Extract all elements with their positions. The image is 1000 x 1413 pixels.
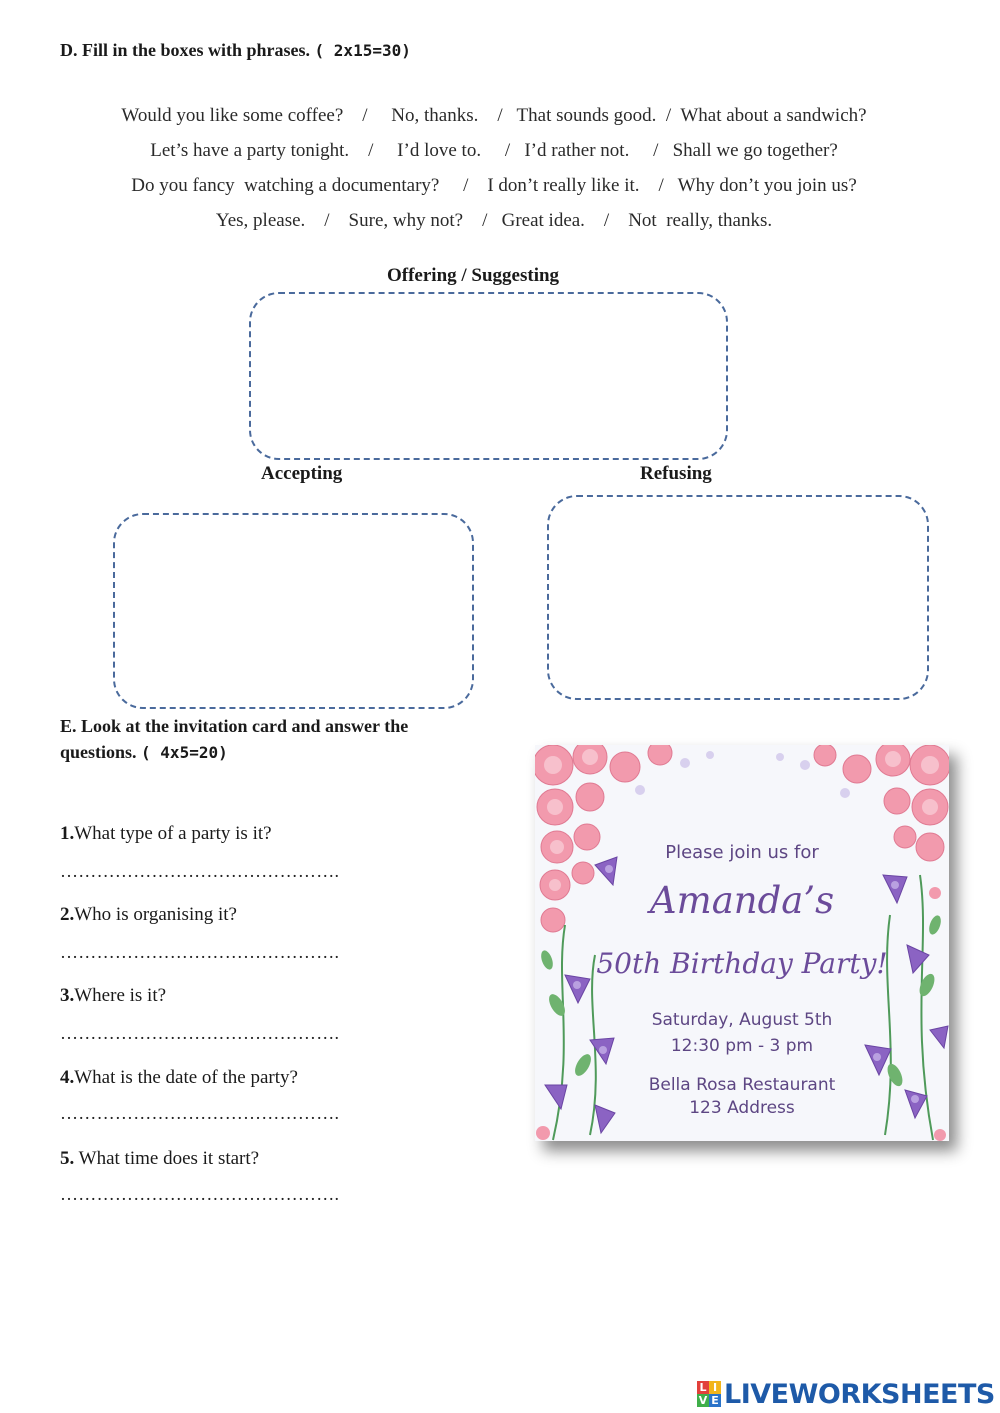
question-text: What is the date of the party?: [74, 1067, 298, 1088]
section-d-heading-text: D. Fill in the boxes with phrases.: [60, 40, 311, 60]
invite-name: Amanda’s: [649, 879, 835, 922]
phrase-line: Would you like some coffee? / No, thanks. / That sounds good. / What about a sandwich?: [121, 105, 867, 126]
phrase-line: Do you fancy watching a documentary? / I don’t really like it. / Why don’t you join us?: [131, 175, 857, 196]
phrase-line: Let’s have a party tonight. / I’d love to. / I’d rather not. / Shall we go together?: [150, 140, 838, 161]
question-number: 4.: [60, 1067, 75, 1088]
offering-drop-box[interactable]: [249, 292, 728, 460]
answer-line-2[interactable]: ……………………………………….: [60, 942, 340, 962]
invitation-card: [535, 745, 949, 1141]
phrase-line: Yes, please. / Sure, why not? / Great idea. / Not really, thanks.: [215, 210, 773, 231]
section-e-heading: [60, 713, 408, 766]
section-e-score: ( 4x5=20): [141, 743, 228, 762]
phrase-bank: [0, 98, 988, 238]
question-number: 1.: [60, 823, 75, 844]
offering-label: Offering / Suggesting: [387, 265, 560, 286]
invite-intro: Please join us for: [665, 842, 819, 863]
question-number: 3.: [60, 985, 75, 1006]
section-d-heading: [60, 40, 411, 61]
question-5: [60, 1148, 259, 1170]
refusing-drop-box[interactable]: [547, 495, 929, 700]
question-number: 2.: [60, 904, 75, 925]
refusing-label: Refusing: [640, 463, 712, 484]
question-text: What time does it start?: [74, 1148, 260, 1169]
question-text: Who is organising it?: [74, 904, 237, 925]
answer-line-4[interactable]: ……………………………………….: [60, 1103, 340, 1123]
invite-time: 12:30 pm - 3 pm: [670, 1036, 814, 1056]
answer-line-1[interactable]: ……………………………………….: [60, 861, 340, 881]
invite-event: 50th Birthday Party!: [596, 947, 888, 980]
accepting-drop-box[interactable]: [113, 513, 474, 709]
invite-date: Saturday, August 5th: [651, 1010, 833, 1030]
question-2: [60, 904, 237, 926]
question-3: [60, 985, 166, 1007]
answer-line-5[interactable]: ……………………………………….: [60, 1184, 340, 1204]
question-1: [60, 823, 272, 845]
invite-address: 123 Address: [689, 1098, 795, 1118]
logo-mark-letter: V: [698, 1394, 708, 1407]
question-text: What type of a party is it?: [74, 823, 272, 844]
section-e-heading-line2: questions.: [60, 742, 137, 762]
logo-mark-letter: I: [709, 1381, 721, 1394]
question-4: [60, 1067, 298, 1089]
liveworksheets-mark-icon: [697, 1381, 721, 1407]
logo-text: LIVEWORKSHEETS: [724, 1378, 995, 1410]
section-d-score: ( 2x15=30): [314, 41, 411, 60]
question-number: 5.: [60, 1148, 75, 1169]
logo-mark-letter: E: [709, 1394, 721, 1407]
logo-mark-letter: L: [697, 1381, 709, 1394]
accepting-label: Accepting: [261, 463, 343, 484]
invite-venue: Bella Rosa Restaurant: [648, 1075, 836, 1095]
section-e-heading-line1: E. Look at the invitation card and answer the: [60, 716, 409, 736]
question-text: Where is it?: [74, 985, 167, 1006]
liveworksheets-logo: [697, 1377, 995, 1411]
answer-line-3[interactable]: ……………………………………….: [60, 1023, 340, 1043]
